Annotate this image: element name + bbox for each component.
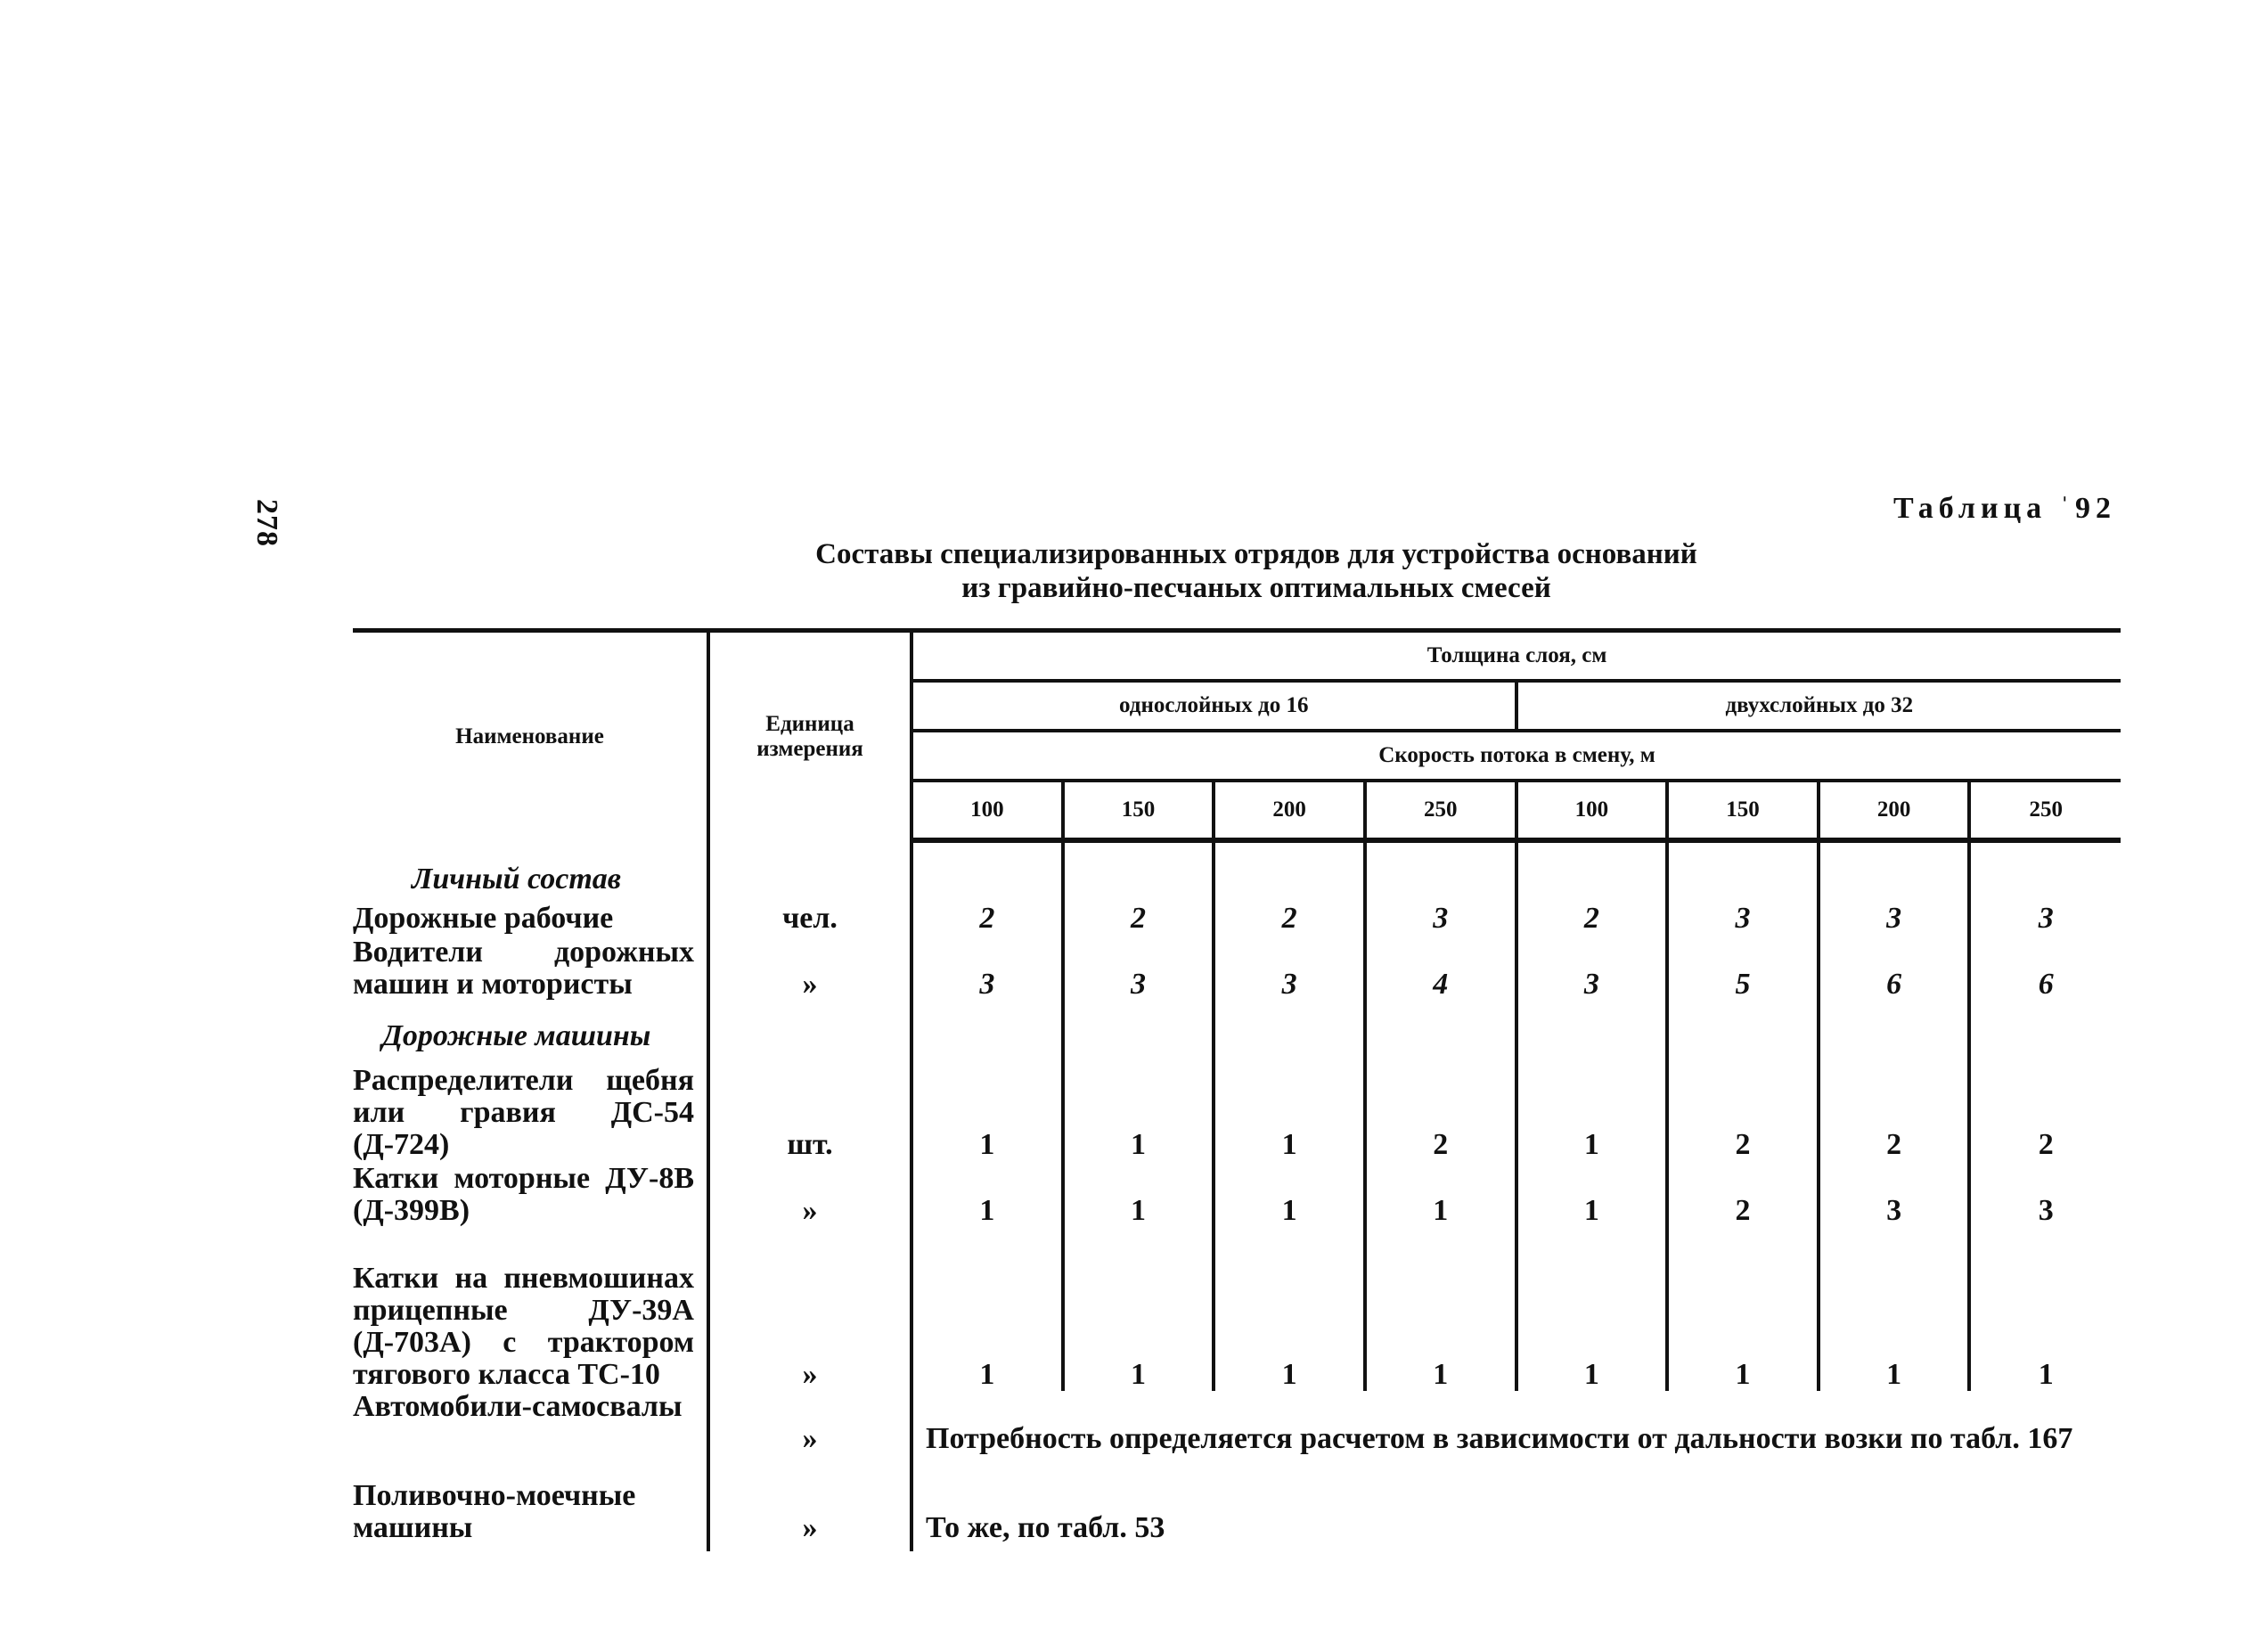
row-value: 1 bbox=[1063, 1161, 1214, 1227]
table-row bbox=[353, 1161, 2121, 1227]
crew-composition-table bbox=[353, 628, 2121, 1551]
row-value: 2 bbox=[1365, 1052, 1516, 1161]
row-value: 1 bbox=[1214, 1052, 1365, 1161]
row-note: То же, по табл. 53 bbox=[911, 1480, 2121, 1551]
row-value: 3 bbox=[911, 935, 1063, 1001]
title-line-2: из гравийно-песчаных оптимальных смесей bbox=[961, 572, 1551, 604]
row-value: 3 bbox=[1063, 935, 1214, 1001]
section-personnel: Личный состав bbox=[412, 863, 621, 896]
row-name: Катки моторные ДУ-8В (Д-399В) bbox=[353, 1162, 694, 1227]
header-speed-value: 200 bbox=[1214, 781, 1365, 840]
row-value: 1 bbox=[1667, 1227, 1819, 1391]
row-unit: » bbox=[708, 1391, 911, 1480]
header-speed-value: 100 bbox=[1516, 781, 1668, 840]
row-value: 3 bbox=[1365, 896, 1516, 935]
row-value: 2 bbox=[1819, 1052, 1970, 1161]
header-unit: Единица измерения bbox=[708, 631, 911, 841]
header-speed-value: 150 bbox=[1667, 781, 1819, 840]
table-row bbox=[353, 1227, 2121, 1391]
row-value: 1 bbox=[1969, 1227, 2121, 1391]
row-value: 5 bbox=[1667, 935, 1819, 1001]
row-name: Водители дорожных машин и мотористы bbox=[353, 936, 694, 1001]
table-row bbox=[353, 1480, 2121, 1551]
row-value: 3 bbox=[1516, 935, 1668, 1001]
row-value: 1 bbox=[911, 1052, 1063, 1161]
row-name: Катки на пневмошинах прицепные ДУ-39А (Д-703А) с трактором тягового класса ТС-10 bbox=[353, 1262, 694, 1391]
header-speed-value: 250 bbox=[1969, 781, 2121, 840]
row-value: 2 bbox=[1969, 1052, 2121, 1161]
row-value: 3 bbox=[1667, 896, 1819, 935]
row-name: Дорожные рабочие bbox=[353, 902, 614, 935]
row-note: Потребность определяется расчетом в зависимости от дальности возки по табл. 167 bbox=[911, 1391, 2121, 1480]
section-row bbox=[353, 840, 2121, 896]
row-value: 3 bbox=[1819, 896, 1970, 935]
row-value: 1 bbox=[1214, 1161, 1365, 1227]
section-machines: Дорожные машины bbox=[381, 1019, 651, 1052]
row-value: 1 bbox=[1365, 1227, 1516, 1391]
header-speed-value: 100 bbox=[911, 781, 1063, 840]
row-value: 3 bbox=[1969, 1161, 2121, 1227]
header-thickness: Толщина слоя, см bbox=[911, 631, 2121, 682]
header-double-layer: двухслойных до 32 bbox=[1516, 681, 2121, 731]
row-value: 4 bbox=[1365, 935, 1516, 1001]
row-value: 1 bbox=[1063, 1052, 1214, 1161]
row-value: 1 bbox=[1819, 1227, 1970, 1391]
row-unit: » bbox=[708, 1480, 911, 1551]
row-value: 1 bbox=[911, 1161, 1063, 1227]
row-unit: » bbox=[708, 1161, 911, 1227]
table-row bbox=[353, 1391, 2121, 1480]
row-value: 2 bbox=[1667, 1052, 1819, 1161]
row-value: 2 bbox=[1063, 896, 1214, 935]
row-value: 2 bbox=[911, 896, 1063, 935]
row-value: 3 bbox=[1819, 1161, 1970, 1227]
header-name: Наименование bbox=[353, 631, 708, 841]
row-unit: чел. bbox=[708, 896, 911, 935]
row-value: 1 bbox=[1516, 1052, 1668, 1161]
row-name: Автомобили-самосвалы bbox=[353, 1390, 683, 1423]
row-value: 1 bbox=[1516, 1161, 1668, 1227]
row-unit: шт. bbox=[708, 1052, 911, 1161]
header-single-layer: однослойных до 16 bbox=[911, 681, 1516, 731]
header-speed-value: 200 bbox=[1819, 781, 1970, 840]
row-value: 1 bbox=[1214, 1227, 1365, 1391]
title-line-1: Составы специализированных отрядов для устройства оснований bbox=[815, 538, 1697, 570]
header-speed: Скорость потока в смену, м bbox=[911, 731, 2121, 781]
row-value: 6 bbox=[1969, 935, 2121, 1001]
row-value: 2 bbox=[1214, 896, 1365, 935]
row-value: 6 bbox=[1819, 935, 1970, 1001]
table-body bbox=[353, 840, 2121, 1551]
table-row bbox=[353, 896, 2121, 935]
row-value: 3 bbox=[1214, 935, 1365, 1001]
table-header bbox=[353, 631, 2121, 841]
row-value: 2 bbox=[1516, 896, 1668, 935]
row-value: 1 bbox=[1516, 1227, 1668, 1391]
row-value: 1 bbox=[911, 1227, 1063, 1391]
row-name: Поливочно-моечные машины bbox=[353, 1479, 636, 1544]
row-value: 1 bbox=[1063, 1227, 1214, 1391]
row-value: 1 bbox=[1365, 1161, 1516, 1227]
header-speed-value: 250 bbox=[1365, 781, 1516, 840]
row-unit: » bbox=[708, 935, 911, 1001]
table-row bbox=[353, 1052, 2121, 1161]
row-unit: » bbox=[708, 1227, 911, 1391]
row-value: 2 bbox=[1667, 1161, 1819, 1227]
page-number: 278 bbox=[250, 499, 283, 547]
table-title bbox=[570, 537, 1942, 605]
row-value: 3 bbox=[1969, 896, 2121, 935]
section-row bbox=[353, 1001, 2121, 1052]
table-label: Таблица ˈ92 bbox=[1892, 492, 2116, 525]
header-speed-value: 150 bbox=[1063, 781, 1214, 840]
table-row bbox=[353, 935, 2121, 1001]
row-name: Распределители щебня или гравия ДС-54 (Д-724) bbox=[353, 1064, 694, 1161]
